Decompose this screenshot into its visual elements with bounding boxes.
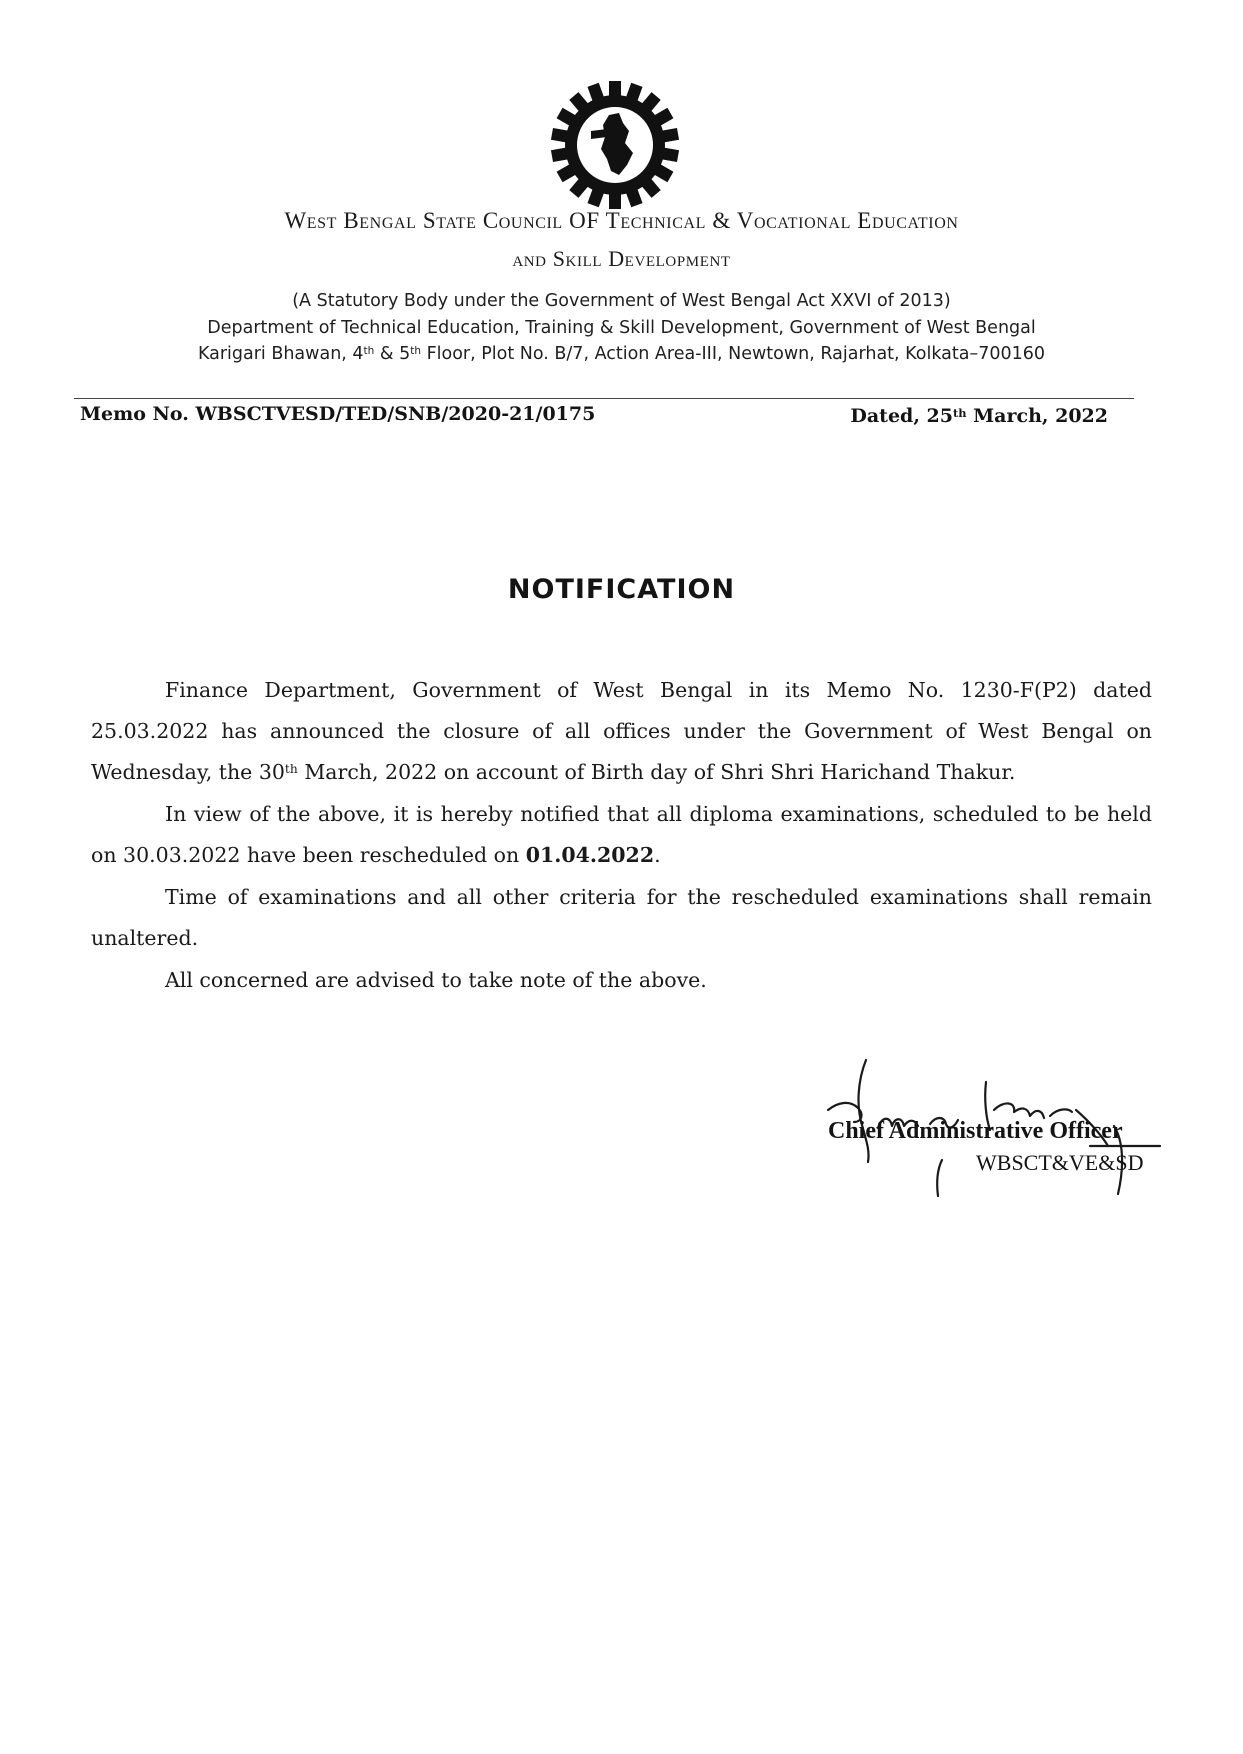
memo-number: Memo No. WBSCTVESD/TED/SNB/2020-21/0175 [80, 403, 596, 425]
paragraph-time: Time of examinations and all other criteria for the rescheduled examinations shall remain unaltered. [91, 885, 1152, 950]
organization-name-line1: West Bengal State Council OF Technical & Vocational Education [284, 208, 959, 233]
statutory-line: (A Statutory Body under the Government of West Bengal Act XXVI of 2013) [292, 291, 951, 311]
paragraph-note: All concerned are advised to take note of the above. [165, 968, 707, 992]
address-line: Karigari Bhawan, 4th & 5th Floor, Plot No. B/7, Action Area-III, Newtown, Rajarhat, Kolkata–700160 [197, 344, 1046, 364]
gear-emblem-icon [550, 80, 680, 210]
department-line: Department of Technical Education, Training & Skill Development, Government of West Bengal [207, 318, 1036, 338]
memo-date: Dated, 25th March, 2022 [850, 405, 1108, 427]
notification-heading: NOTIFICATION [507, 574, 736, 605]
signatory-title: Chief Administrative Officer [828, 1118, 1123, 1144]
notification-body [91, 670, 1152, 1001]
paragraph-reschedule: In view of the above, it is hereby notified that all diploma examinations, scheduled to be held on 30.03.2022 have been rescheduled on 01.04.2022. [91, 802, 1152, 867]
organization-name-line2: and Skill Development [512, 246, 731, 271]
paragraph-closure: Finance Department, Government of West Bengal in its Memo No. 1230-F(P2) dated 25.03.2022 has announced the closure of all offices under the Government of West Bengal on Wednesday, the 30th March, 2022 on account of Birth day of Shri Shri Harichand Thakur. [91, 678, 1152, 784]
signatory-organization: WBSCT&VE&SD [976, 1150, 1144, 1175]
header-divider [74, 398, 1134, 399]
